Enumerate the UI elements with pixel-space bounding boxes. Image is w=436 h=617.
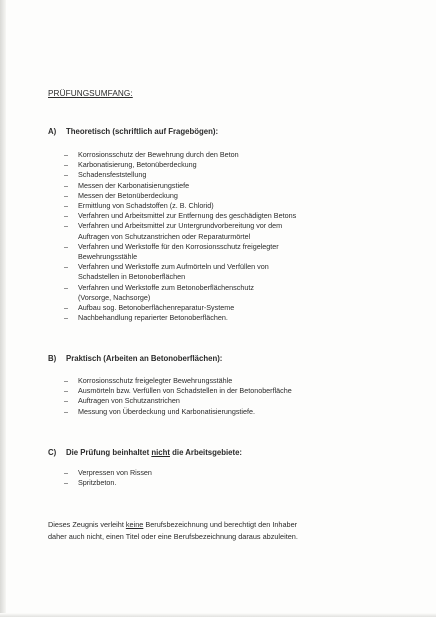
list-item-text: Aufbau sog. Betonoberflächenreparatur-Systeme [78,303,235,313]
dash-bullet: – [64,282,68,292]
section-b-list [64,376,292,417]
list-item-text: Korrosionsschutz der Bewehrung durch den Beton [78,150,239,159]
dash-bullet: – [64,406,68,416]
section-c-title-before: Die Prüfung beinhaltet [66,448,152,457]
note-line-1-after: Berufsbezeichnung und berechtigt den Inhaber [143,520,298,529]
section-c-list [64,468,152,488]
section-c-letter: C) [48,448,57,457]
section-b-title-text: Praktisch (Arbeiten an Betonoberflächen): [66,354,223,363]
list-item [64,191,296,201]
list-item-text: Verfahren und Werkstoffe zum Betonoberflächenschutz [78,282,254,292]
section-c-title [48,448,242,457]
section-b-title [48,354,222,363]
list-item [64,386,292,396]
list-item-text: Ermittlung von Schadstoffen (z. B. Chlorid) [78,201,214,211]
section-a-letter: A) [48,127,57,136]
list-item [64,283,296,303]
section-c-title-after: die Arbeitsgebiete: [169,448,243,457]
list-item-text: Verfahren und Arbeitsmittel zur Entfernung des geschädigten Betons [78,211,297,221]
dash-bullet: – [64,262,68,272]
dash-bullet: – [64,313,68,323]
dash-bullet: – [64,211,68,221]
list-item [64,468,152,478]
dash-bullet: – [64,160,68,170]
dash-bullet: – [64,201,68,211]
dash-bullet: – [64,150,68,159]
list-item-text: Spritzbeton. [78,478,117,488]
dash-bullet: – [64,221,68,231]
list-item-text: Verfahren und Werkstoffe für den Korrosionsschutz freigelegter [78,241,279,251]
list-item [64,181,296,191]
list-item-text: Nachbehandlung reparierter Betonoberflächen. [78,313,228,323]
list-item [64,478,152,488]
list-item-text: Auftragen von Schutzanstrichen [78,396,180,406]
dash-bullet: – [64,170,68,180]
list-item-text: Messung von Überdeckung und Karbonatisierungstiefe. [78,406,256,416]
list-item [64,160,296,170]
list-item [64,150,296,160]
list-item [64,313,296,323]
dash-bullet: – [64,303,68,313]
certificate-note-line-1 [48,519,298,531]
list-item-text: Messen der Karbonatisierungstiefe [78,180,190,190]
list-item-text: Verpressen von Rissen [78,468,152,477]
list-item-text: Korrosionsschutz freigelegter Bewehrungsstähle [78,376,233,385]
dash-bullet: – [64,376,68,385]
dash-bullet: – [64,180,68,190]
list-item [64,170,296,180]
certificate-note [48,519,298,543]
section-a-title-text: Theoretisch (schriftlich auf Fragebögen): [66,127,219,136]
list-item-text: Verfahren und Werkstoffe zum Aufmörteln und Verfüllen von [78,262,269,272]
dash-bullet: – [64,241,68,251]
list-item [64,303,296,313]
note-line-1-emph: keine [125,520,144,529]
list-item-continuation: (Vorsorge, Nachsorge) [78,292,151,302]
certificate-note-line-2: daher auch nicht, einen Titel oder eine Berufsbezeichnung daraus abzuleiten. [48,532,298,541]
list-item-text: Schadensfeststellung [78,170,147,180]
note-line-1-before: Dieses Zeugnis verleiht [48,520,126,529]
dash-bullet: – [64,190,68,200]
scan-edge-bottom [0,613,436,617]
list-item-text: Verfahren und Arbeitsmittel zur Untergrundvorbereitung vor dem [78,221,283,231]
list-item [64,201,296,211]
list-item [64,407,292,417]
list-item-text: Karbonatisierung, Betonüberdeckung [78,160,197,170]
section-a-list [64,150,296,323]
section-c-title-emph: nicht [151,448,170,457]
list-item [64,221,296,241]
dash-bullet: – [64,396,68,406]
list-item [64,376,292,386]
scan-edge-left [0,0,6,617]
dash-bullet: – [64,468,68,477]
dash-bullet: – [64,478,68,488]
page-heading: PRÜFUNGSUMFANG: [48,89,133,98]
list-item [64,396,292,406]
list-item [64,262,296,282]
list-item-continuation: Auftragen von Schutzanstrichen oder Reparaturmörtel [78,231,251,241]
list-item-continuation: Bewehrungsstähle [78,252,138,262]
list-item-text: Messen der Betonüberdeckung [78,190,178,200]
list-item-continuation: Schadstellen in Betonoberflächen [78,272,186,282]
section-a-title [48,127,218,136]
dash-bullet: – [64,386,68,396]
section-b-letter: B) [48,354,57,363]
list-item [64,211,296,221]
list-item [64,242,296,262]
list-item-text: Ausmörteln bzw. Verfüllen von Schadstellen in der Betonoberfläche [78,386,292,396]
